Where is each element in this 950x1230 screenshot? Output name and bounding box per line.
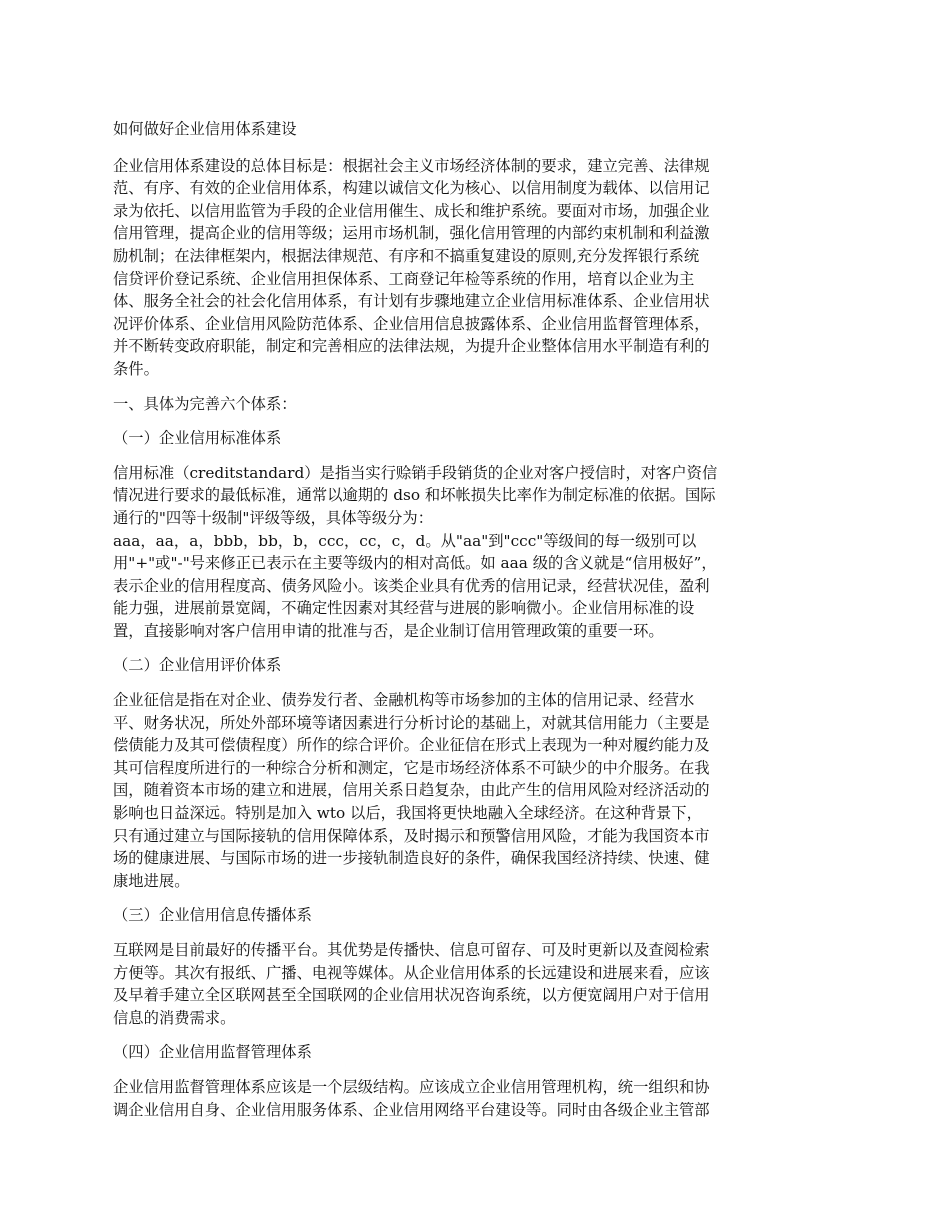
text-line: 其可信程度所进行的一种综合分析和测定，它是市场经济体系不可缺少的中介服务。在我 [113, 758, 710, 777]
text-line: 范、有序、有效的企业信用体系，构建以诚信文化为核心、以信用制度为载体、以信用记 [113, 179, 710, 198]
text-line: 一、具体为完善六个体系： [113, 394, 297, 413]
paragraph-credit-standard [113, 462, 839, 643]
text-line: 信用管理，提高企业的信用等级；运用市场机制，强化信用管理的内部约束机制和利益激 [113, 224, 710, 243]
paragraph-information-dissemination [113, 939, 839, 1029]
text-line: 体、服务全社会的社会化信用体系，有计划有步骤地建立企业信用标准体系、企业信用状 [113, 292, 710, 311]
text-line: （四）企业信用监督管理体系 [113, 1043, 312, 1062]
text-line: 影响也日益深远。特别是加入 wto 以后，我国将更快地融入全球经济。在这种背景下， [113, 804, 702, 823]
text-line: 表示企业的信用程度高、债务风险小。该类企业具有优秀的信用记录，经营状况佳，盈利 [113, 576, 710, 595]
text-line: 企业征信是指在对企业、债券发行者、金融机构等市场参加的主体的信用记录、经营水 [113, 691, 695, 710]
text-line: 能力强，进展前景宽阔，不确定性因素对其经营与进展的影响微小。企业信用标准的设 [113, 599, 695, 618]
text-line: 信用标准（creditstandard）是指当实行赊销手段销货的企业对客户授信时，对客户资信 [113, 463, 718, 482]
text-line: 置，直接影响对客户信用申请的批准与否，是企业制订信用管理政策的重要一环。 [113, 621, 664, 640]
text-line: 信贷评价登记系统、企业信用担保体系、工商登记年检等系统的作用，培育以企业为主 [113, 269, 695, 288]
text-line: 平、财务状况，所处外部环境等诸因素进行分析讨论的基础上，对就其信用能力（主要是 [113, 713, 710, 732]
text-line: 通行的"四等十级制"评级等级，具体等级分为： [113, 508, 434, 527]
text-line: 励机制；在法律框架内，根据法律规范、有序和不搞重复建设的原则,充分发挥银行系统 [113, 246, 700, 265]
subheading-dissemination-system [113, 904, 839, 927]
text-line: （二）企业信用评价体系 [113, 656, 282, 675]
text-line: 信息的消费需求。 [113, 1008, 236, 1027]
text-line: 方便等。其次有报纸、广播、电视等媒体。从企业信用体系的长远建设和进展来看，应该 [113, 963, 710, 982]
title-text: 如何做好企业信用体系建设 [113, 120, 297, 138]
text-line: 康地进展。 [113, 871, 190, 890]
text-line: 只有通过建立与国际接轨的信用保障体系，及时揭示和预警信用风险，才能为我国资本市 [113, 826, 710, 845]
text-line: 情况进行要求的最低标准，通常以逾期的 dso 和坏帐损失比率作为制定标准的依据。国际 [113, 486, 716, 505]
text-line: （三）企业信用信息传播体系 [113, 906, 312, 925]
paragraph-supervision-management [113, 1076, 839, 1121]
subheading-supervision-system [113, 1041, 839, 1064]
text-line: 用"+"或"-"号来修正已表示在主要等级内的相对高低。如 aaa 级的含义就是“信用极好”， [113, 554, 717, 573]
text-line: （一）企业信用标准体系 [113, 429, 282, 448]
paragraph-credit-evaluation [113, 689, 839, 892]
subheading-evaluation-system [113, 654, 839, 677]
text-line: 偿债能力及其可偿债程度）所作的综合评价。企业征信在形式上表现为一种对履约能力及 [113, 736, 710, 755]
text-line: 互联网是目前最好的传播平台。其优势是传播快、信息可留存、可及时更新以及查阅检索 [113, 941, 710, 959]
text-line: 场的健康进展、与国际市场的进一步接轨制造良好的条件，确保我国经济持续、快速、健 [113, 849, 710, 868]
text-line: 并不断转变政府职能，制定和完善相应的法律法规，为提升企业整体信用水平制造有利的 [113, 337, 710, 356]
text-line: 国，随着资本市场的建立和进展，信用关系日趋复杂，由此产生的信用风险对经济活动的 [113, 781, 710, 800]
text-line: aaa，aa，a，bbb，bb，b，ccc，cc，c，d。从"aa"到"ccc"等级间的每一级别可以 [113, 531, 697, 550]
subheading-standard-system [113, 427, 839, 450]
text-line: 录为依托、以信用监管为手段的企业信用催生、成长和维护系统。要面对市场，加强企业 [113, 201, 710, 220]
text-line: 况评价体系、企业信用风险防范体系、企业信用信息披露体系、企业信用监督管理体系， [113, 314, 710, 333]
text-line: 条件。 [113, 359, 159, 378]
document-title [113, 118, 839, 141]
text-line: 企业信用体系建设的总体目标是：根据社会主义市场经济体制的要求，建立完善、法律规 [113, 156, 710, 175]
text-line: 及早着手建立全区联网甚至全国联网的企业信用状况咨询系统，以方便宽阔用户对于信用 [113, 986, 710, 1005]
document-page [113, 118, 839, 1133]
paragraph-overall-goal [113, 155, 839, 381]
text-line: 调企业信用自身、企业信用服务体系、企业信用网络平台建设等。同时由各级企业主管部 [113, 1100, 710, 1119]
text-line: 企业信用监督管理体系应该是一个层级结构。应该成立企业信用管理机构，统一组织和协 [113, 1077, 710, 1096]
section-heading-six-systems [113, 393, 839, 416]
